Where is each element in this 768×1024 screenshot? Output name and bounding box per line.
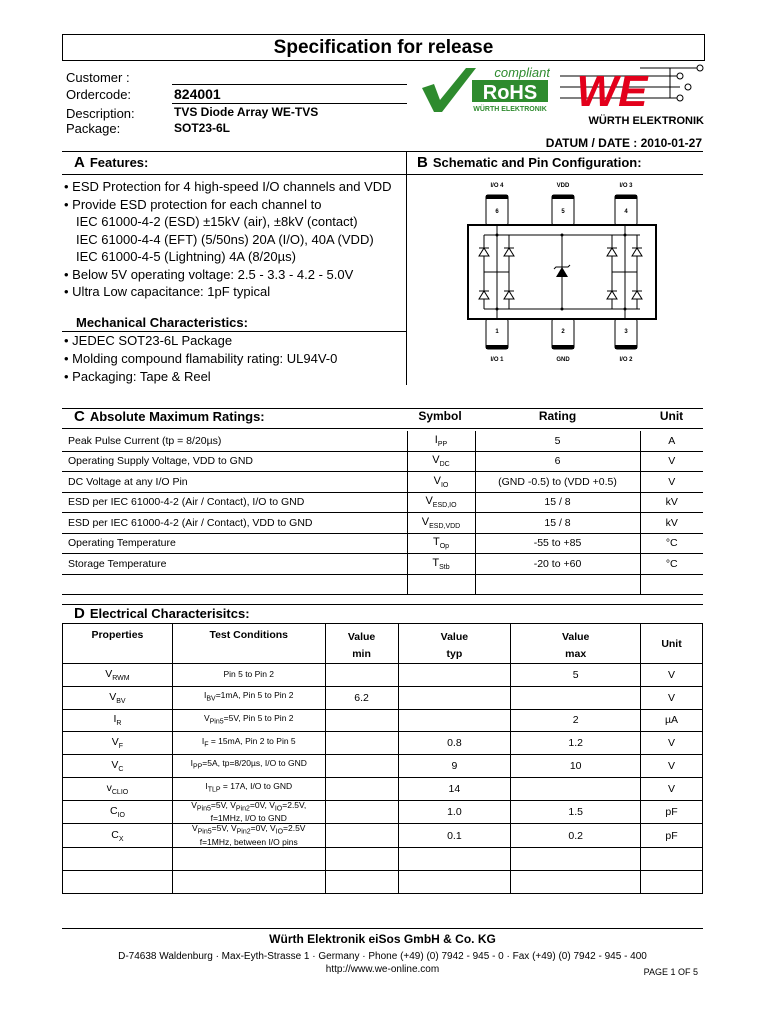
feature-item: • Ultra Low capacitance: 1pF typical bbox=[64, 284, 271, 299]
feature-item: IEC 61000-4-2 (ESD) ±15kV (air), ±8kV (contact) bbox=[76, 214, 358, 229]
divider bbox=[62, 151, 703, 152]
amr-rating: -20 to +60 bbox=[475, 554, 640, 575]
ec-property: $V_{BV}$ bbox=[63, 686, 173, 709]
mech-item: • Molding compound flamability rating: UL94V-0 bbox=[64, 351, 338, 366]
ec-condition bbox=[172, 848, 325, 871]
mech-item: • JEDEC SOT23-6L Package bbox=[64, 333, 233, 348]
ec-min bbox=[325, 848, 398, 871]
ec-typ bbox=[398, 870, 511, 893]
amr-unit: V bbox=[640, 472, 703, 493]
ec-max: 1.2 bbox=[511, 732, 641, 755]
ec-min bbox=[325, 870, 398, 893]
ec-min bbox=[325, 800, 398, 824]
we-logo bbox=[560, 62, 708, 128]
amr-param: Storage Temperature bbox=[62, 554, 407, 575]
ec-max bbox=[511, 870, 641, 893]
mech-title: Mechanical Characteristics: bbox=[76, 315, 248, 330]
ec-typ bbox=[398, 709, 511, 732]
amr-row bbox=[62, 492, 703, 513]
footer-url[interactable]: http://www.we-online.com bbox=[325, 964, 440, 975]
amr-symbol: $I_{PP}$ bbox=[407, 431, 475, 451]
ec-typ: 0.8 bbox=[398, 732, 511, 755]
ec-col-test: Test Conditions bbox=[172, 624, 325, 664]
feature-item: • ESD Protection for 4 high-speed I/O channels and VDD bbox=[64, 179, 392, 194]
amr-unit: °C bbox=[640, 533, 703, 554]
description-value: TVS Diode Array WE-TVS bbox=[174, 105, 319, 119]
page-title: Specification for release bbox=[62, 34, 705, 61]
divider bbox=[406, 151, 407, 385]
amr-symbol: $V_{ESD,IO}$ bbox=[407, 492, 475, 513]
divider bbox=[62, 928, 703, 929]
ec-value-label: Value bbox=[347, 631, 376, 643]
ec-max bbox=[511, 686, 641, 709]
feature-item: IEC 61000-4-4 (EFT) (5/50ns) 20A (I/O), 40A (VDD) bbox=[76, 231, 374, 247]
ec-min bbox=[325, 709, 398, 732]
amr-param: Peak Pulse Current (tp = 8/20µs) bbox=[62, 431, 407, 451]
amr-unit: kV bbox=[640, 492, 703, 513]
schematic-title: Schematic and Pin Configuration: bbox=[432, 155, 642, 170]
amr-rating: (GND -0.5) to (VDD +0.5) bbox=[475, 472, 640, 493]
amr-row bbox=[62, 513, 703, 534]
ec-unit: V bbox=[641, 664, 703, 687]
amr-param: DC Voltage at any I/O Pin bbox=[62, 472, 407, 493]
amr-col-unit: Unit bbox=[659, 409, 684, 423]
ec-max-label: max bbox=[565, 648, 587, 660]
ec-property bbox=[63, 848, 173, 871]
amr-param: Operating Temperature bbox=[62, 533, 407, 554]
ec-table bbox=[62, 623, 703, 894]
ec-row bbox=[63, 686, 703, 709]
amr-row bbox=[62, 554, 703, 575]
ec-heading bbox=[74, 605, 250, 622]
ec-typ: 9 bbox=[398, 755, 511, 778]
features-title: Features: bbox=[89, 155, 149, 170]
amr-param: Operating Supply Voltage, VDD to GND bbox=[62, 451, 407, 472]
feature-item: • Below 5V operating voltage: 2.5 - 3.3 - 4.2 - 5.0V bbox=[64, 266, 354, 282]
pin-name: I/O 3 bbox=[619, 183, 633, 189]
customer-underline bbox=[172, 84, 407, 85]
ec-unit bbox=[641, 848, 703, 871]
ec-row bbox=[63, 709, 703, 732]
amr-row bbox=[62, 451, 703, 472]
ec-unit: V bbox=[641, 755, 703, 778]
ec-condition bbox=[172, 870, 325, 893]
footer-company: Würth Elektronik eiSos GmbH & Co. KG bbox=[269, 932, 496, 946]
amr-table bbox=[62, 431, 703, 595]
amr-rating: 15 / 8 bbox=[475, 513, 640, 534]
ec-max bbox=[511, 848, 641, 871]
ec-col-min bbox=[325, 624, 398, 664]
amr-unit bbox=[640, 574, 703, 595]
ec-min bbox=[325, 732, 398, 755]
rohs-logo bbox=[420, 66, 550, 116]
ec-property: $C_X$ bbox=[63, 824, 173, 848]
amr-symbol bbox=[407, 574, 475, 595]
rohs-text: RoHS bbox=[482, 82, 538, 104]
amr-row bbox=[62, 574, 703, 595]
amr-row bbox=[62, 472, 703, 493]
ec-max: 0.2 bbox=[511, 824, 641, 848]
amr-symbol: $V_{IO}$ bbox=[407, 472, 475, 493]
pin-name: I/O 4 bbox=[490, 183, 504, 189]
amr-symbol: $T_{Stb}$ bbox=[407, 554, 475, 575]
features-heading bbox=[74, 154, 148, 171]
amr-symbol: $V_{DC}$ bbox=[407, 451, 475, 472]
ec-value-label: Value bbox=[561, 631, 590, 643]
ec-max: 10 bbox=[511, 755, 641, 778]
rohs-sub-text: WÜRTH ELEKTRONIK bbox=[473, 106, 547, 113]
amr-rating: 15 / 8 bbox=[475, 492, 640, 513]
ec-letter: D bbox=[74, 605, 85, 622]
amr-col-rating: Rating bbox=[538, 409, 577, 423]
ec-row bbox=[63, 664, 703, 687]
rohs-check-icon bbox=[422, 68, 476, 112]
amr-unit: kV bbox=[640, 513, 703, 534]
description-label: Description: bbox=[66, 106, 135, 121]
package-value: SOT23-6L bbox=[174, 121, 231, 135]
ec-min bbox=[325, 824, 398, 848]
ec-min bbox=[325, 664, 398, 687]
ec-min: 6.2 bbox=[325, 686, 398, 709]
ec-max: 1.5 bbox=[511, 800, 641, 824]
divider bbox=[62, 428, 703, 429]
ec-property bbox=[63, 870, 173, 893]
ec-condition: $I_{BV}=1mA$, Pin 5 to Pin 2 bbox=[172, 686, 325, 709]
ec-property: $V_C$ bbox=[63, 755, 173, 778]
ec-condition: $I_F = 15mA$, Pin 2 to Pin 5 bbox=[172, 732, 325, 755]
amr-param bbox=[62, 574, 407, 595]
amr-row bbox=[62, 533, 703, 554]
schematic-diagram bbox=[462, 178, 662, 368]
ec-condition: $V_{Pin5}=5V$, $V_{Pin2}=0V$, $V_{IO}=2.5V$ f=1MHz, between I/O pins bbox=[172, 824, 325, 848]
amr-title: Absolute Maximum Ratings: bbox=[89, 409, 265, 424]
ec-row bbox=[63, 824, 703, 848]
ec-condition: Pin 5 to Pin 2 bbox=[172, 664, 325, 687]
ec-max: 2 bbox=[511, 709, 641, 732]
ec-unit bbox=[641, 870, 703, 893]
amr-symbol: $T_{Op}$ bbox=[407, 533, 475, 554]
ec-row bbox=[63, 732, 703, 755]
feature-item: • Provide ESD protection for each channel to bbox=[64, 196, 322, 212]
features-letter: A bbox=[74, 154, 85, 171]
amr-rating: 5 bbox=[475, 431, 640, 451]
amr-unit: °C bbox=[640, 554, 703, 575]
pin-name: GND bbox=[556, 357, 570, 363]
ec-unit: V bbox=[641, 777, 703, 800]
schematic-heading bbox=[417, 154, 642, 171]
pin-num: 5 bbox=[561, 209, 565, 215]
ec-max: 5 bbox=[511, 664, 641, 687]
ec-row bbox=[63, 755, 703, 778]
ec-min-label: min bbox=[352, 648, 371, 660]
ordercode-label: Ordercode: bbox=[66, 87, 132, 102]
datum-text: DATUM / DATE : 2010-01-27 bbox=[545, 136, 702, 150]
feature-item: IEC 61000-4-5 (Lightning) 4A (8/20µs) bbox=[76, 249, 296, 264]
pin-num: 1 bbox=[495, 329, 499, 335]
ec-unit: µA bbox=[641, 709, 703, 732]
pin-name: I/O 1 bbox=[490, 357, 504, 363]
amr-row bbox=[62, 431, 703, 451]
ec-property: $V_F$ bbox=[63, 732, 173, 755]
ec-value-label: Value bbox=[440, 631, 469, 643]
customer-label: Customer : bbox=[66, 70, 130, 85]
ec-typ bbox=[398, 664, 511, 687]
ec-condition: $V_{Pin5}=5V$, Pin 5 to Pin 2 bbox=[172, 709, 325, 732]
pin-num: 6 bbox=[495, 209, 499, 215]
page-number: PAGE 1 OF 5 bbox=[643, 967, 698, 977]
amr-rating: -55 to +85 bbox=[475, 533, 640, 554]
pin-num: 3 bbox=[624, 329, 628, 335]
ec-max bbox=[511, 777, 641, 800]
ec-col-properties: Properties bbox=[63, 624, 173, 664]
mech-item: • Packaging: Tape & Reel bbox=[64, 369, 211, 384]
ec-unit: V bbox=[641, 686, 703, 709]
pin-name: I/O 2 bbox=[619, 357, 633, 363]
ec-col-unit: Unit bbox=[641, 624, 703, 664]
we-text: WE bbox=[576, 67, 648, 116]
ec-condition: $I_{PP}=5A$, tp=8/20µs, I/O to GND bbox=[172, 755, 325, 778]
footer-address: D-74638 Waldenburg · Max-Eyth-Strasse 1 · Germany · Phone (+49) (0) 7942 - 945 - 0 · Fax (+49) (0) 7942 - 945 - 400 bbox=[118, 951, 647, 962]
ec-row bbox=[63, 800, 703, 824]
amr-symbol: $V_{ESD,VDD}$ bbox=[407, 513, 475, 534]
amr-param: ESD per IEC 61000-4-2 (Air / Contact), I/O to GND bbox=[62, 492, 407, 513]
amr-heading bbox=[74, 408, 265, 425]
mech-list bbox=[64, 332, 404, 386]
ec-typ: 14 bbox=[398, 777, 511, 800]
ec-property: $V_{RWM}$ bbox=[63, 664, 173, 687]
schematic-letter: B bbox=[417, 154, 428, 171]
ec-property: $I_R$ bbox=[63, 709, 173, 732]
we-sub-text: WÜRTH ELEKTRONIK bbox=[588, 115, 704, 127]
ec-unit: pF bbox=[641, 824, 703, 848]
features-list bbox=[64, 178, 404, 301]
ec-condition: $V_{Pin5}=5V$, $V_{Pin2}=0V$, $V_{IO}=2.5V$, f=1MHz, I/O to GND bbox=[172, 800, 325, 824]
ordercode-value: 824001 bbox=[174, 86, 221, 102]
ordercode-underline bbox=[172, 103, 407, 104]
ec-condition: $I_{TLP} = 17A$, I/O to GND bbox=[172, 777, 325, 800]
ec-typ bbox=[398, 686, 511, 709]
pin-num: 2 bbox=[561, 329, 565, 335]
ec-unit: V bbox=[641, 732, 703, 755]
divider bbox=[62, 174, 703, 175]
ec-typ: 1.0 bbox=[398, 800, 511, 824]
amr-unit: V bbox=[640, 451, 703, 472]
rohs-compliant-text: compliant bbox=[494, 66, 550, 80]
ec-min bbox=[325, 777, 398, 800]
amr-letter: C bbox=[74, 408, 85, 425]
ec-min bbox=[325, 755, 398, 778]
amr-param: ESD per IEC 61000-4-2 (Air / Contact), VDD to GND bbox=[62, 513, 407, 534]
ec-row bbox=[63, 870, 703, 893]
ec-typ bbox=[398, 848, 511, 871]
ec-unit: pF bbox=[641, 800, 703, 824]
ec-row bbox=[63, 848, 703, 871]
amr-rating: 6 bbox=[475, 451, 640, 472]
ec-property: $C_{IO}$ bbox=[63, 800, 173, 824]
ec-row bbox=[63, 777, 703, 800]
ec-typ-label: typ bbox=[446, 648, 463, 660]
ec-title: Electrical Characterisitcs: bbox=[89, 606, 250, 621]
pin-num: 4 bbox=[624, 209, 628, 215]
pin-name: VDD bbox=[556, 183, 570, 189]
amr-rating bbox=[475, 574, 640, 595]
package-label: Package: bbox=[66, 121, 121, 136]
ec-col-max bbox=[511, 624, 641, 664]
ec-property: $v_{CLIO}$ bbox=[63, 777, 173, 800]
ec-col-typ bbox=[398, 624, 511, 664]
amr-col-symbol: Symbol bbox=[418, 409, 462, 423]
ec-typ: 0.1 bbox=[398, 824, 511, 848]
amr-unit: A bbox=[640, 431, 703, 451]
